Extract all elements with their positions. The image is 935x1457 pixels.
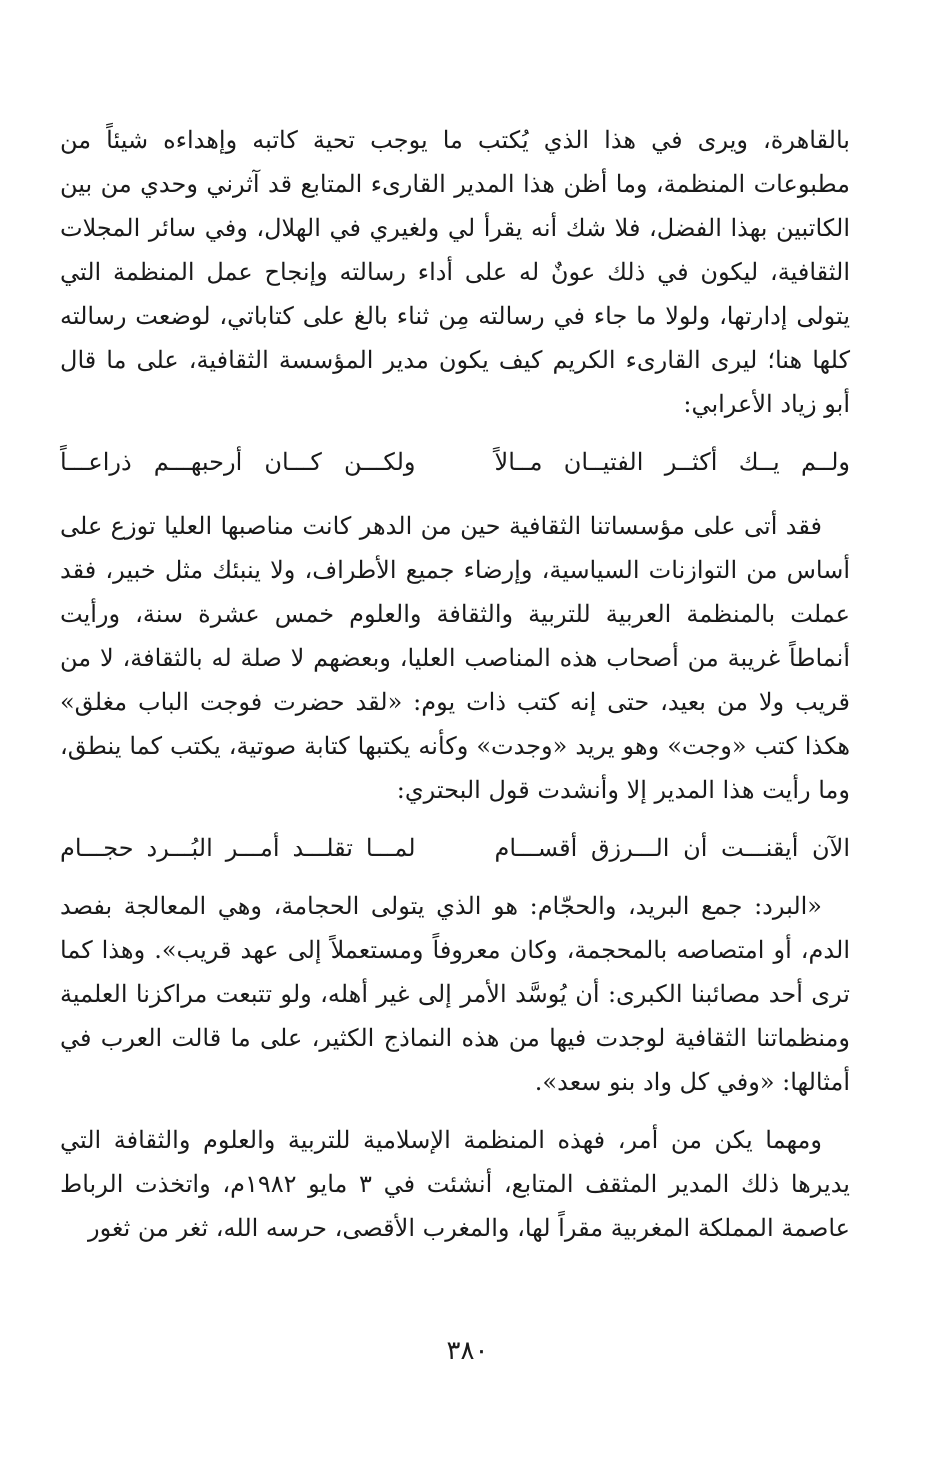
verse-second-hemistich: ولكـــن كـــان أرحبهـــم ذراعـــاً bbox=[60, 448, 416, 476]
verse-first-hemistich: ولــم يــك أكثــر الفتيــان مــالاً bbox=[494, 448, 850, 476]
paragraph-2: فقد أتى على مؤسساتنا الثقافية حين من الدهر كانت مناصبها العليا توزع على أساس من التوازنات السياسية، وإرضاء جميع الأطراف، ولا ينبئك مثل خبير، فقد عملت بالمنظمة العربية للتربية والثقافة والعلوم خمس عشرة سنة، ورأيت أنماطاً غريبة من أصحاب هذه المناصب العليا، وبعضهم لا صلة له بالثقافة، لا من قريب ولا من بعيد، حتى إنه كتب ذات يوم: «لقد حضرت فوجت الباب مغلق» هكذا كتب «وجت» وهو يريد «وجدت» وكأنه يكتبها كتابة صوتية، يكتب كما ينطق، وما رأيت هذا المدير إلا وأنشدت قول البحتري: bbox=[60, 512, 850, 804]
spacer bbox=[60, 426, 850, 440]
verse-buhturi bbox=[60, 826, 850, 870]
page-body bbox=[60, 118, 850, 1250]
paragraph-3: «البرد: جمع البريد، والحجّام: هو الذي يتولى الحجامة، وهي المعالجة بفصد الدم، أو امتصاصه بالمحجمة، وكان معروفاً ومستعملاً إلى عهد قريب». وهذا كما ترى أحد مصائبنا الكبرى: أن يُوسَّد الأمر إلى غير أهله، ولو تتبعت مراكزنا العلمية ومنظماتنا الثقافية لوجدت فيها من هذه النماذج الكثير، على ما قالت العرب في أمثالها: «وفي كل واد بنو سعد». bbox=[60, 892, 850, 1096]
paragraph-4: ومهما يكن من أمر، فهذه المنظمة الإسلامية للتربية والعلوم والثقافة التي يديرها ذلك المدير المثقف المتابع، أنشئت في ٣ مايو ١٩٨٢م، واتخذت الرباط عاصمة المملكة المغربية مقراً لها، والمغرب الأقصى، حرسه الله، ثغر من ثغور bbox=[60, 1126, 850, 1242]
page-number: ٣٨٠ bbox=[446, 1336, 489, 1366]
spacer bbox=[60, 1104, 850, 1118]
verse-first-hemistich: الآن أيقنـــت أن الـــرزق أقســـام bbox=[494, 834, 850, 862]
verse-second-hemistich: لمـــا تقلـــد أمـــر البُـــرد حجـــام bbox=[60, 834, 416, 862]
spacer bbox=[60, 870, 850, 884]
verse-al-arabi bbox=[60, 440, 850, 484]
spacer bbox=[60, 812, 850, 826]
paragraph-1: بالقاهرة، ويرى في هذا الذي يُكتب ما يوجب تحية كاتبه وإهداءه شيئاً من مطبوعات المنظمة، وما أظن هذا المدير القارىء المتابع قد آثرني وحدي من بين الكاتبين بهذا الفضل، فلا شك أنه يقرأ لي ولغيري في الهلال، وفي سائر المجلات الثقافية، ليكون في ذلك عونٌ له على أداء رسالته وإنجاح عمل المنظمة التي يتولى إدارتها، ولولا ما جاء في رسالته مِن ثناء بالغ على كتاباتي، لوضعت رسالته كلها هنا؛ ليرى القارىء الكريم كيف يكون مدير المؤسسة الثقافية، على ما قال أبو زياد الأعرابي: bbox=[60, 126, 850, 418]
spacer bbox=[60, 484, 850, 504]
